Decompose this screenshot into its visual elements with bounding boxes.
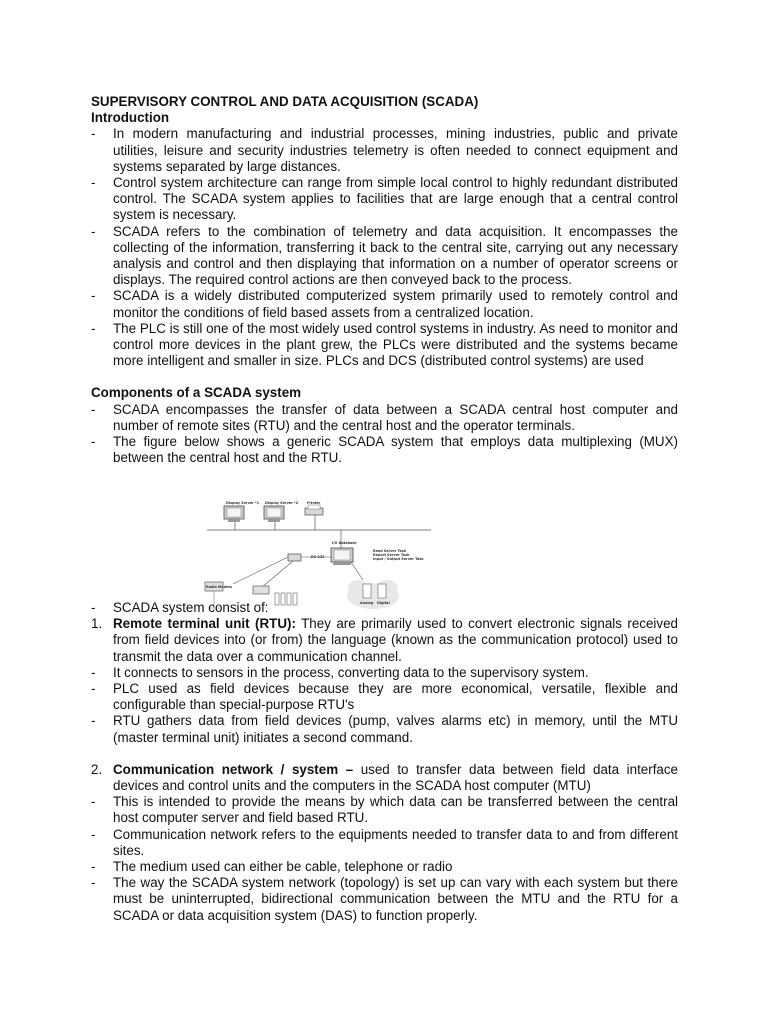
list-item: - The figure below shows a generic SCADA system that employs data multiplexing (MUX) between the central host and the RTU. <box>91 434 678 466</box>
list-item: - SCADA system consist of: <box>91 600 269 615</box>
tasks-label-1: Read Server Task <box>373 549 407 553</box>
cloud-label-digital: Digital <box>377 601 390 605</box>
cloud-label-analog: Analog <box>360 601 374 605</box>
tasks-label-3: Input / Output Server Task <box>373 557 424 561</box>
list-item: - The PLC is still one of the most widely used control systems in industry. As need to monitor and control more devices in the plant grew, the PLCs were distributed and the systems became more intelligent and smaller in size. PLCs and DCS (distributed control systems) are used <box>91 320 678 369</box>
page-title: SUPERVISORY CONTROL AND DATA ACQUISITION (SCADA) <box>91 94 479 109</box>
host-label: I/O Database <box>332 541 357 545</box>
list-item: - This is intended to provide the means by which data can be transferred between the central host computer server and field based RTU. <box>91 794 678 826</box>
list-item: - PLC used as field devices because they are more economical, versatile, flexible and configurable than special-purpose RTU's <box>91 681 678 713</box>
rtu-term: Remote terminal unit (RTU): <box>113 616 296 632</box>
display-server-1-label: Display Server *1 <box>226 501 260 505</box>
list-item: - SCADA is a widely distributed computerized system primarily used to remotely control and monitor the conditions of field based assets from a centralized location. <box>91 288 678 320</box>
list-item: - The medium used can either be cable, telephone or radio <box>91 859 453 875</box>
list-item: - SCADA encompasses the transfer of data between a SCADA central host computer and number of remote sites (RTU) and the central host and the operator terminals. <box>91 401 678 433</box>
list-item: - In modern manufacturing and industrial processes, mining industries, public and private utilities, leisure and security industries telemetry is often needed to connect equipment and systems separated by large distances. <box>91 126 678 174</box>
printer-icon <box>305 501 323 515</box>
display-server-1-icon <box>224 501 260 522</box>
list-item: - SCADA refers to the combination of telemetry and data acquisition. It encompasses the collecting of the information, transferring it back to the central site, carrying out any necessary analysis and control and then displaying that information on a number of operator screens or displays. The required control actions are then conveyed back to the process. <box>91 223 678 288</box>
list-item: - It connects to sensors in the process, converting data to the supervisory system. <box>91 664 589 680</box>
network-term: Communication network / system – <box>113 761 354 777</box>
rtu-label: Radio Modem <box>206 585 232 589</box>
list-item: - The way the SCADA system network (topology) is set up can vary with each system but there must be uninterrupted, bidirectional communication between the MTU and the RTU for a SCADA or data acquisition system (DAS) to function properly. <box>91 875 678 923</box>
modem-icon <box>288 554 301 561</box>
scada-diagram <box>203 492 435 610</box>
upper-text-block <box>91 94 678 466</box>
rtu-item: 1. Remote terminal unit (RTU): They are primarily used to convert electronic signals received from field devices into (or from) the language (known as the communication protocol) used to transmit the data over a communication channel. <box>91 616 678 664</box>
consist-text: SCADA system consist of: <box>113 600 269 615</box>
printer-label: Printer <box>307 501 321 505</box>
components-heading: Components of a SCADA system <box>91 385 302 401</box>
introduction-heading: Introduction <box>91 110 170 126</box>
host-computer-icon <box>331 541 357 565</box>
lower-text-block <box>91 600 678 924</box>
scada-system-figure <box>203 492 435 610</box>
list-item: - Communication network refers to the equipments needed to transfer data to and from different sites. <box>91 826 678 858</box>
network-item: 2. Communication network / system – used to transfer data between field data interface devices and control units and the computers in the SCADA host computer (MTU) <box>91 761 679 794</box>
display-server-2-icon <box>264 501 299 522</box>
rs232-label: RS-232 <box>311 555 325 559</box>
tasks-label-2: Report Server Task <box>373 553 410 557</box>
list-item: - RTU gathers data from field devices (pump, valves alarms etc) in memory, until the MTU (master terminal unit) initiates a second command. <box>91 713 678 745</box>
display-server-2-label: Display Server *2 <box>265 501 299 505</box>
list-item: - Control system architecture can range from simple local control to highly redundant distributed control. The SCADA system applies to facilities that are large enough that a central control system is necessary. <box>91 175 678 223</box>
